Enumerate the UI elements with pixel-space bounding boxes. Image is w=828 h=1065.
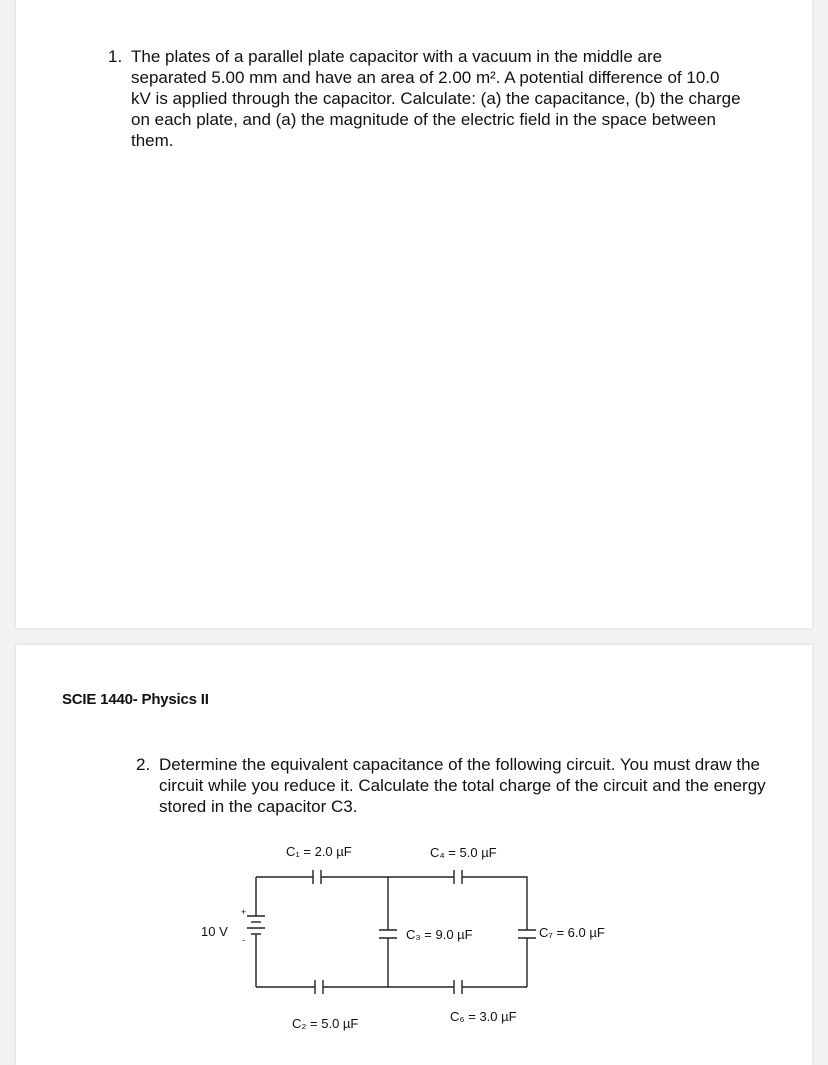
- capacitor-c7-symbol: [518, 930, 536, 938]
- problem-text: The plates of a parallel plate capacitor with a vacuum in the middle are separated 5.00 mm and have an area of 2.00 m². A potential difference of 10.0 kV is applied through the capacitor. Calculate: (a) the capacitance, (b) the charge on each plate, and (a) the magnitude of the electric field in the space between them.: [131, 47, 741, 150]
- label-c2: C₂ = 5.0 µF: [292, 1016, 359, 1031]
- problem-number: 2.: [136, 755, 151, 774]
- circuit-diagram: [16, 645, 812, 1065]
- label-c7: C₇ = 6.0 µF: [539, 925, 605, 940]
- capacitor-c4-symbol: [454, 870, 462, 884]
- page-2: [16, 645, 812, 1065]
- circuit-wires: [256, 877, 527, 987]
- capacitor-c6-symbol: [454, 980, 462, 994]
- capacitor-c2-symbol: [315, 980, 323, 994]
- problem-text: Determine the equivalent capacitance of the following circuit. You must draw the circuit while you reduce it. Calculate the total charge of the circuit and the energy stored in the capacitor C3.: [159, 755, 766, 816]
- capacitor-c1-symbol: [313, 870, 321, 884]
- label-c6: C₆ = 3.0 µF: [450, 1009, 517, 1024]
- capacitor-c3-symbol: [379, 930, 397, 938]
- label-c1: C₁ = 2.0 µF: [286, 844, 352, 859]
- problem-number: 1.: [108, 47, 123, 66]
- label-battery: 10 V: [201, 924, 228, 939]
- battery-symbol: [247, 916, 265, 938]
- label-c4: C₄ = 5.0 µF: [430, 845, 497, 860]
- course-header: SCIE 1440- Physics II: [62, 691, 209, 708]
- label-plus: +: [241, 907, 247, 917]
- page-1: [16, 0, 812, 628]
- label-c3: C₃ = 9.0 µF: [406, 927, 473, 942]
- label-minus: -: [242, 935, 245, 945]
